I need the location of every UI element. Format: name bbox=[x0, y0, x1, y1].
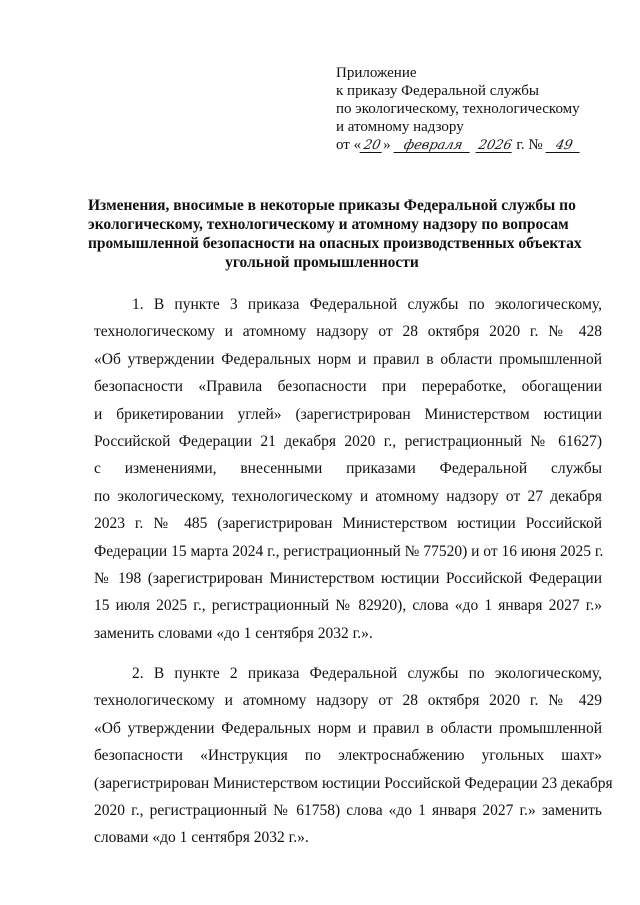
date-prefix: от « bbox=[336, 137, 362, 153]
document-body bbox=[94, 291, 613, 852]
paragraph-1-line: № 198 (зарегистрирован Министерством юстиции Российской Федерации bbox=[94, 569, 602, 587]
paragraph-1-line: с изменениями, внесенными приказами Федеральной службы bbox=[94, 460, 602, 478]
paragraph-1 bbox=[94, 291, 602, 647]
paragraph-1-line: и брикетировании углей» (зарегистрирован Министерством юстиции bbox=[94, 405, 602, 423]
paragraph-2-line: безопасности «Инструкция по электроснабжению угольных шахт» bbox=[94, 747, 602, 765]
paragraph-1-line: «Об утверждении Федеральных норм и правил в области промышленной bbox=[94, 350, 602, 368]
paragraph-2-line: 2020 г., регистрационный № 61758) слова «до 1 января 2027 г.» заменить bbox=[94, 802, 602, 820]
paragraph-2-line: словами «до 1 сентября 2032 г.». bbox=[94, 829, 309, 847]
paragraph-1-line: Федерации 15 марта 2024 г., регистрационный № 77520) и от 16 июня 2025 г. bbox=[94, 542, 604, 560]
paragraph-1-line: 1. В пункте 3 приказа Федеральной службы по экологическому, bbox=[132, 296, 602, 313]
title-line-3: промышленной безопасности на опасных производственных объектах bbox=[88, 235, 582, 252]
title-line-2: экологическому, технологическому и атомному надзору по вопросам bbox=[88, 216, 569, 233]
appendix-line-1: Приложение bbox=[336, 65, 417, 81]
date-suffix: г. № bbox=[516, 137, 543, 153]
title-line-4: угольной промышленности bbox=[225, 254, 419, 271]
paragraph-2-line: «Об утверждении Федеральных норм и правил в области промышленной bbox=[94, 719, 602, 737]
handwritten-day: 20 bbox=[360, 139, 385, 153]
handwritten-order-number: 49 bbox=[545, 139, 582, 153]
title-line-1: Изменения, вносимые в некоторые приказы Федеральной службы по bbox=[88, 197, 576, 214]
paragraph-1-line: Российской Федерации 21 декабря 2020 г., регистрационный № 61627) bbox=[94, 432, 602, 450]
date-mid: » bbox=[383, 137, 391, 153]
document-title bbox=[88, 196, 582, 272]
paragraph-1-line: заменить словами «до 1 сентября 2032 г.». bbox=[94, 624, 373, 642]
appendix-line-3: по экологическому, технологическому bbox=[336, 101, 580, 117]
paragraph-gap bbox=[94, 647, 602, 660]
paragraph-2 bbox=[94, 660, 613, 852]
appendix-line-4: и атомному надзору bbox=[336, 119, 464, 135]
appendix-header bbox=[336, 64, 626, 154]
appendix-line-2: к приказу Федеральной службы bbox=[336, 83, 540, 99]
handwritten-month: февраля bbox=[393, 139, 472, 153]
paragraph-1-line: 2023 г. № 485 (зарегистрирован Министерством юстиции Российской bbox=[94, 515, 602, 533]
paragraph-1-line: безопасности «Правила безопасности при переработке, обогащении bbox=[94, 378, 602, 396]
appendix-date-line bbox=[336, 136, 626, 154]
paragraph-2-line: (зарегистрирован Министерством юстиции Российской Федерации 23 декабря bbox=[94, 774, 613, 792]
paragraph-1-line: технологическому и атомному надзору от 28 октября 2020 г. № 428 bbox=[94, 323, 602, 341]
handwritten-year: 2026 bbox=[476, 138, 513, 153]
paragraph-1-line: по экологическому, технологическому и атомному надзору от 27 декабря bbox=[94, 487, 602, 505]
paragraph-1-line: 15 июля 2025 г., регистрационный № 82920), слова «до 1 января 2027 г.» bbox=[94, 597, 602, 615]
paragraph-2-line: 2. В пункте 2 приказа Федеральной службы по экологическому, bbox=[132, 665, 602, 683]
paragraph-2-line: технологическому и атомному надзору от 28 октября 2020 г. № 429 bbox=[94, 692, 602, 710]
